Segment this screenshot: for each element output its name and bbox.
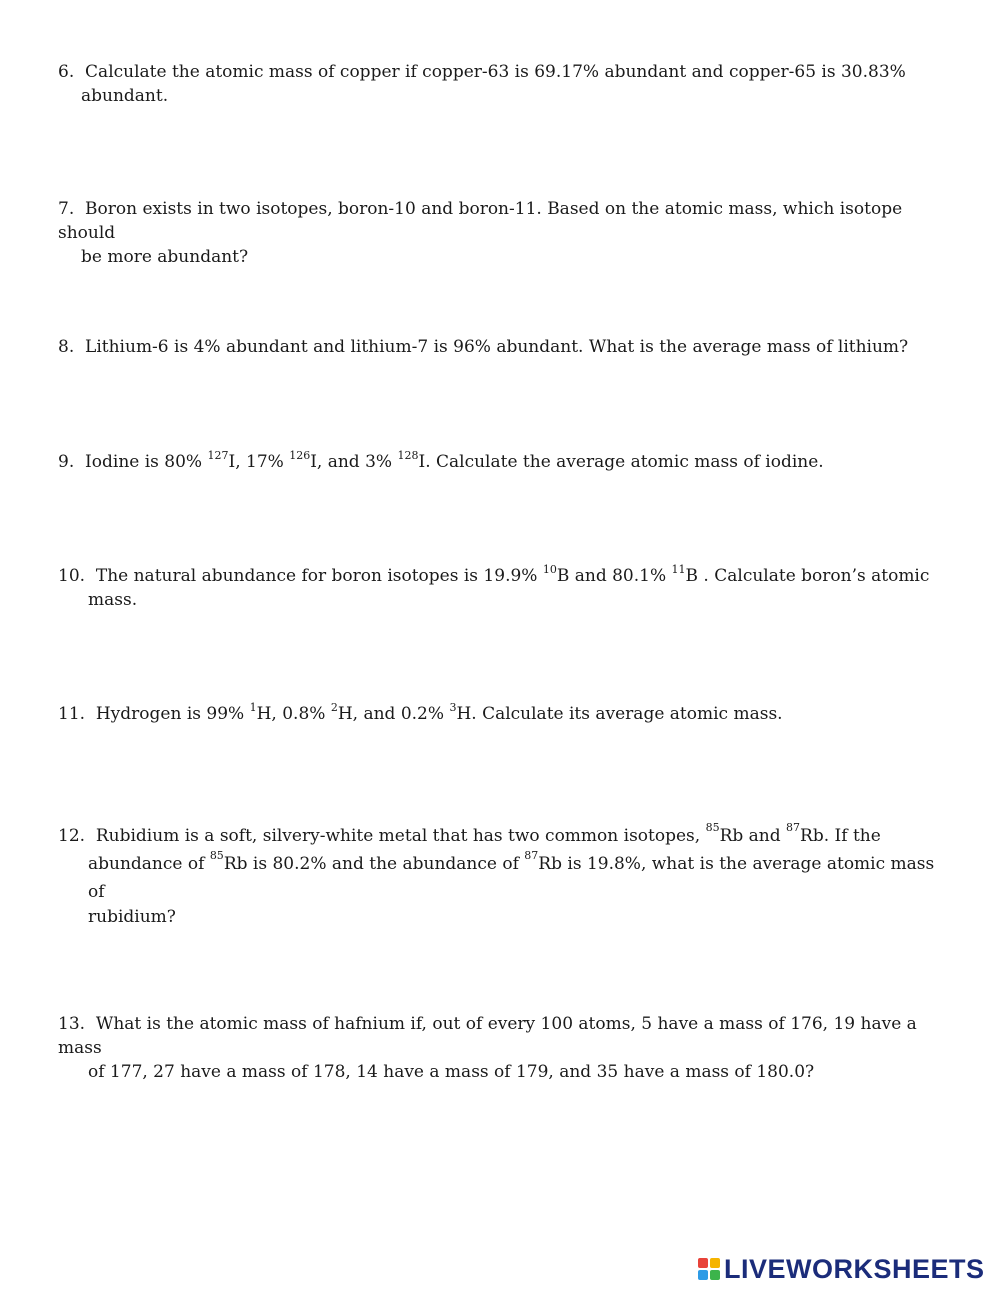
question-text-part: H. Calculate its average atomic mass. [456, 704, 783, 724]
mass-number-superscript: 85 [209, 849, 224, 863]
question-text-part: H, and 0.2% [337, 704, 450, 724]
question-text-part: Iodine is 80% [85, 452, 208, 472]
logo-text: LIVEWORKSHEETS [724, 1254, 985, 1284]
logo-block [698, 1258, 708, 1268]
question-text-continued: of 177, 27 have a mass of 178, 14 have a mass of 179, and 35 have a mass of 180.0? [88, 1062, 815, 1082]
logo-blocks-icon [698, 1258, 720, 1280]
question-number: 9. [58, 452, 75, 472]
question-number: 13. [58, 1014, 86, 1034]
logo-block [698, 1270, 708, 1280]
question-number: 6. [58, 62, 75, 82]
question-7 [58, 197, 948, 269]
question-text-part: I, and 3% [310, 452, 398, 472]
question-text-continued: rubidium? [88, 907, 176, 927]
question-text-part: Rb is 80.2% and the abundance of [223, 854, 525, 874]
question-text: Calculate the atomic mass of copper if copper-63 is 69.17% abundant and copper-65 is 30.83% [85, 62, 906, 82]
question-text-part: I. Calculate the average atomic mass of iodine. [418, 452, 824, 472]
question-text-part: Rubidium is a soft, silvery-white metal that has two common isotopes, [95, 826, 706, 846]
question-text-part: abundance of [88, 854, 210, 874]
question-number: 11. [58, 704, 86, 724]
logo-block [710, 1270, 720, 1280]
question-9 [58, 450, 948, 474]
question-number: 10. [58, 566, 86, 586]
mass-number-superscript: 10 [542, 563, 557, 577]
question-number: 7. [58, 199, 75, 219]
mass-number-superscript: 126 [289, 449, 311, 463]
question-11 [58, 702, 948, 726]
question-text-part: Hydrogen is 99% [95, 704, 250, 724]
question-6 [58, 60, 948, 108]
question-8 [58, 335, 948, 359]
mass-number-superscript: 3 [449, 701, 457, 715]
mass-number-superscript: 11 [671, 563, 686, 577]
mass-number-superscript: 87 [524, 849, 539, 863]
mass-number-superscript: 1 [249, 701, 257, 715]
question-13 [58, 1012, 948, 1084]
question-text-part: The natural abundance for boron isotopes is 19.9% [95, 566, 543, 586]
mass-number-superscript: 127 [207, 449, 229, 463]
question-12 [58, 822, 948, 928]
liveworksheets-logo [698, 1254, 985, 1284]
question-text-part: B . Calculate boron’s atomic [685, 566, 930, 586]
question-text-continued: mass. [88, 590, 138, 610]
logo-block [710, 1258, 720, 1268]
question-text-part: I, 17% [228, 452, 290, 472]
mass-number-superscript: 2 [330, 701, 338, 715]
question-text-part: Rb. If the [800, 826, 881, 846]
question-number: 8. [58, 337, 75, 357]
question-text-part: H, 0.8% [256, 704, 331, 724]
question-text-continued: abundant. [81, 86, 169, 106]
question-text-part: B and 80.1% [556, 566, 672, 586]
mass-number-superscript: 87 [786, 821, 801, 835]
question-text-part: Rb is 19.8%, what is the average atomic mass of [88, 854, 935, 902]
mass-number-superscript: 128 [397, 449, 419, 463]
question-text: What is the atomic mass of hafnium if, out of every 100 atoms, 5 have a mass of 176, 19 have a mass [58, 1014, 917, 1058]
question-text: Lithium-6 is 4% abundant and lithium-7 is 96% abundant. What is the average mass of lithium? [85, 337, 909, 357]
question-number: 12. [58, 826, 86, 846]
question-text: Boron exists in two isotopes, boron-10 and boron-11. Based on the atomic mass, which isotope should [58, 199, 903, 243]
question-text-continued: be more abundant? [81, 247, 249, 267]
mass-number-superscript: 85 [705, 821, 720, 835]
question-10 [58, 564, 948, 612]
question-text-part: Rb and [719, 826, 787, 846]
question-text-continued [58, 850, 948, 906]
